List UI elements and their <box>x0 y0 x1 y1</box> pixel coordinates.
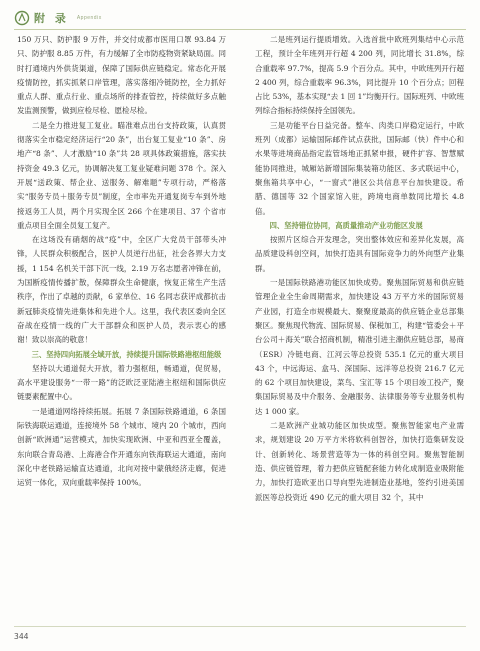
page-header <box>14 8 102 28</box>
body-paragraph: 一是国际铁路港功能区加快成势。聚焦国际贸易和供应链管理企业全生命周期需求，加快建设 43 万平方米的国际贸易产业园，打造全市规模最大、聚聚度最高的供应链企业总部集聚区。聚焦现代物流、国际贸易、保税加工，构建“管委会＋平台公司＋海关”联合招商机制，精准引进主潮供应链总部，易商（ESR）冷链电商、江河云等总投资 535.1 亿元的重大项目 43 个，中远海运、盒马、深国际、远洋等总投资 216.7 亿元的 62 个项目加快建设，菜鸟、宝汇等 15 个项目竣工投产，聚集国际贸易及中介服务、金融服务、法律服务等专业服务机构达 1 000 家。 <box>255 278 464 416</box>
body-paragraph: 一是通道网络持续拓展。拓展 7 条国际铁路通道，6 条国际铁海联运通道，连接境外 58 个城市、境内 20 个城市，西向创新“欧洲通”运营模式，加快实现欧洲、中亚和西亚全覆盖，东向联合青岛港、上海港合作开通东向铁海联运大通道，南向深化中老铁路运输直达通道，北向对接中蒙俄经济走廊，促进运贸一体化，双向重载率保持 100%。 <box>17 406 226 488</box>
body-paragraph: 在这场没有硝烟的战“疫”中，全区广大党员干部带头冲锋，人民群众积极配合，医护人员逆行出征，社会各界大力支援，1 154 名机关干部下沉一线，2.19 万名志愿者冲锋在前，为国断疫情传播扩散，保障群众生命健康，恢复正常生产生活秩序，作出了卓越的贡献，6 家单位、16 名同志获评成都抗击新冠肺炎疫情先进集体和先进个人。这里，我代表区委向全区奋战在疫情一线的广大干部群众和医护人员，表示衷心的感谢！致以崇高的敬意！ <box>17 235 226 345</box>
section-heading: 三、坚持四向拓展全域开放，持续提升国际铁路港枢纽能级 <box>31 349 222 359</box>
body-paragraph: 二是全力推进复工复业。瞄准难点出台支持政策，认真贯彻落实全市稳定经济运行“20 条”，出台复工复业“10 条”、房地产“8 条”、人才激励“10 条”共 28 项具体政策措施，落实扶持资金 49.3 亿元，协调解决复工复业疑难问题 378 个。深入开展“送政策、帮企业、送服务、解难题”专项行动，严格落实“服务专员＋服务专员”制度，全市率先开通复岗专车到外地接返务工人员，两个月实现全区 266 个在建项目、37 个省市重点项目全面全员复工复产。 <box>17 120 226 230</box>
body-paragraph: 三是功能平台日益完备。整车、肉类口岸稳定运行，中欧班列（成都）运输国际邮件试点获批，国际邮（快）件中心和水果等进境商品指定监管场地正抓紧申报，硬件扩容、智慧赋能协同推进，城厢站新增国际集装箱功能区、多式联运中心，聚焦箱共享中心，“一窗式”港区公共信息平台加快建设。希腊、德国等 32 个国家馆入驻，跨境电商单数同比增长 4.8 倍。 <box>255 120 464 216</box>
circle-emblem-icon <box>14 10 30 26</box>
header-subtitle: Appendix <box>76 15 102 21</box>
body-paragraph: 二是班列运行提质增效。入选首批中欧班列集结中心示范工程，预计全年班列开行超 4 200 列，同比增长 31.8%，综合重载率 97.7%，提高 5.9 个百分点。其中，中欧班列开行超 2 400 列，综合重载率 96.3%，同比提升 10 个百分点；回程占比 53%，基本实现“去 1 回 1”均衡开行。国际班列、中欧班列综合指标持续保持全国领先。 <box>255 35 464 116</box>
header-divider <box>14 29 466 30</box>
page-number: 344 <box>14 632 29 641</box>
body-paragraph: 二是欧洲产业城功能区加快成型。聚焦智能家电产业需求，规划建设 20 万平方米将软科创智谷，加快打造集研发设计、创新转化、场景营造等为一体的科创空间。聚焦智能制造、供应链管理，着力把供应链配套能力转化成制造业吸附能力，加快打造欧亚出口导向型先进制造业基地，签约引进美国派医等总投资近 490 亿元的重大项目 32 个，其中 <box>255 421 464 502</box>
left-column <box>17 33 226 491</box>
right-column <box>255 33 464 505</box>
body-paragraph: 150 万只、防护服 9 万件，并交付成都市医用口罩 93.84 万只、防护服 8.85 万件，有力缓解了全市防疫物资紧缺局面。同时打通境内外供货渠道，保障了国际供应链稳定。常态化开展疫情防控，抓实抓紧口岸管理，落实落细冷链防控，全力抓好重点人群、重点行业、重点场所的排查管控，持续做好多点触发监测预警，做到应检尽检、愿检尽检。 <box>17 35 226 116</box>
section-heading: 四、坚持错位协同，高质量推动产业功能区发展 <box>269 220 423 230</box>
body-paragraph: 按照片区综合开发理念，突出整体效应和差异化发展，高品质建设科创空间，加快打造具有国际竞争力的外向型产业集群。 <box>255 235 464 273</box>
header-title: 附 录 <box>34 12 69 25</box>
body-paragraph: 坚持以大通道促大开放，着力强枢纽，畅通道，促贸易，高水平建设服务“一带一路”的泛欧泛亚陆港主枢纽和国际供应链要素配置中心。 <box>17 363 226 402</box>
footer-divider <box>14 626 466 627</box>
